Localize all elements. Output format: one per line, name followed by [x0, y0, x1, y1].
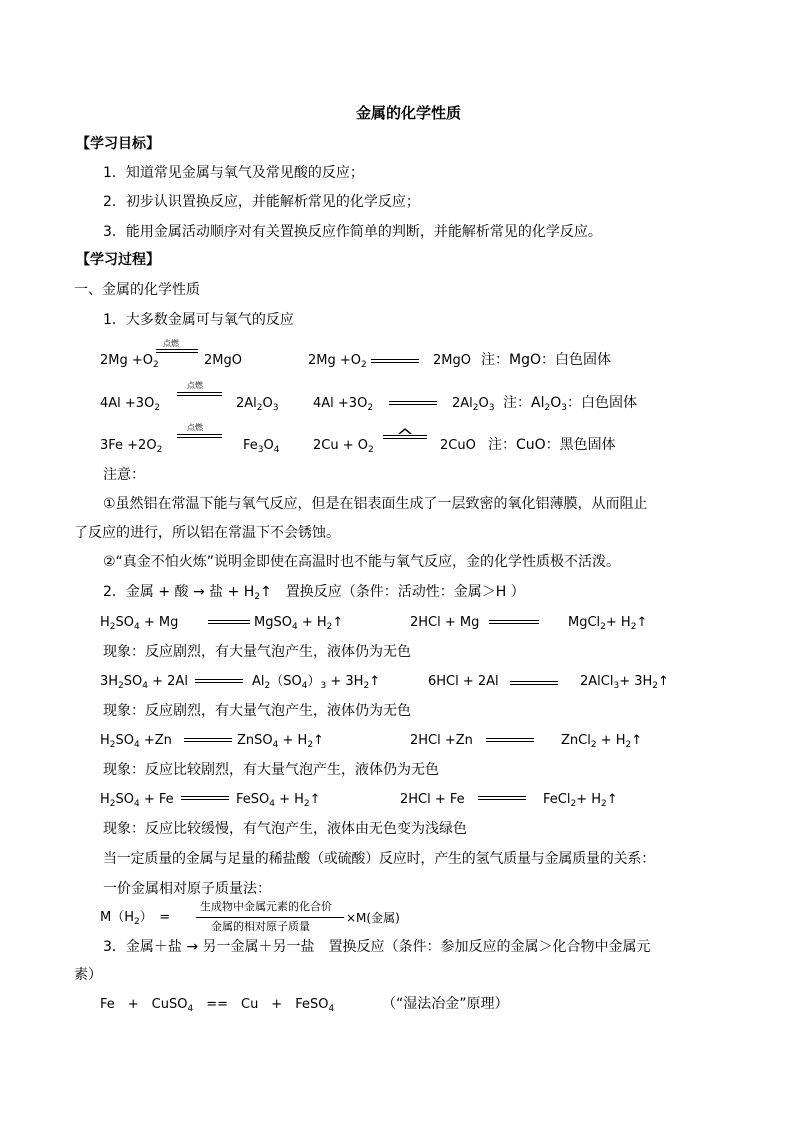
phenomenon-2: 现象：反应剧烈，有大量气泡产生，液体仍为无色: [103, 703, 411, 719]
relation-statement: 当一定质量的金属与足量的稀盐酸（或硫酸）反应时，产生的氢气质量与金属质量的关系：: [103, 851, 655, 867]
equation-product: $Al_2(SO_4)_3$ + $3H_2↑$: [252, 674, 381, 691]
equals-sign: [177, 392, 222, 396]
condition-ignite: 点燃: [187, 423, 203, 432]
equation-product: 2MgO: [433, 353, 471, 368]
equals-sign: [383, 435, 427, 439]
equals-sign: [389, 401, 437, 405]
equals-sign: [195, 679, 243, 683]
subsection-3-line-1: 3．金属＋盐 → 另一金属＋另一盐 置换反应（条件：参加反应的金属＞化合物中金属元: [103, 939, 651, 955]
equation-mg-room: $2Mg +O_2$: [308, 353, 367, 370]
equation-al-room: $4Al +3O_2$: [313, 396, 374, 413]
formula-denominator: 金属的相对原子质量: [211, 920, 310, 933]
equals-sign: [510, 681, 558, 685]
equals-sign: [478, 796, 526, 800]
note-2: ②“真金不怕火炼”说明金即使在高温时也不能与氧气反应，金的化学性质极不活泼。: [103, 554, 621, 570]
condition-ignite: 点燃: [187, 381, 203, 390]
equation-acid-al: $3H_2SO_4 + 2Al$: [100, 674, 188, 691]
monovalent-method: 一价金属相对原子质量法：: [103, 881, 271, 897]
equation-product: $2Al_2O_3$: [236, 396, 279, 413]
equation-fe-ignite: $3Fe +2O_2$: [100, 438, 163, 455]
subsection-2: 2．金属 + 酸 → 盐 + $H_2↑$ 置换反应（条件：活动性：金属＞H ）: [103, 584, 525, 602]
equation-product: ZnCl$_2$ + $H_2↑$: [561, 733, 643, 750]
fraction-line: [196, 917, 344, 918]
equation-mg-ignite: $2Mg +O_2$: [100, 353, 159, 370]
equation-note: 注：MgO：白色固体: [481, 352, 611, 368]
equals-sign: [184, 738, 232, 742]
goals-heading: 【学习目标】: [76, 136, 160, 152]
equation-product: FeCl$_2$+ $H_2↑$: [543, 792, 618, 809]
condition-ignite: 点燃: [163, 339, 179, 348]
salt-note: （“湿法冶金”原理）: [382, 996, 509, 1012]
equation-product: 2AlCl$_3$+ $3H_2↑$: [580, 674, 669, 691]
equation-note: 注：$Al_2O_3$：白色固体: [503, 395, 637, 413]
equation-product: $Fe_3O_4$: [243, 438, 280, 455]
heat-triangle-icon: [398, 428, 412, 434]
page-title: 金属的化学性质: [356, 104, 462, 122]
equation-al-ignite: $4Al +3O_2$: [100, 396, 161, 413]
process-heading: 【学习过程】: [76, 252, 160, 268]
phenomenon-3: 现象：反应比较剧烈，有大量气泡产生，液体仍为无色: [103, 762, 439, 778]
equals-sign: [489, 620, 539, 624]
attention-label: 注意：: [103, 467, 145, 483]
goal-item-3: 3．能用金属活动顺序对有关置换反应作简单的判断，并能解析常见的化学反应。: [103, 224, 602, 240]
formula-numerator: 生成物中金属元素的化合价: [200, 900, 332, 913]
equation-product: 2CuO: [440, 438, 476, 453]
subsection-3-line-2: 素）: [74, 967, 102, 983]
section-1-heading: 一、金属的化学性质: [74, 282, 200, 298]
goal-item-2: 2．初步认识置换反应，并能解析常见的化学反应；: [103, 194, 420, 210]
equation-product: MgCl$_2$+ $H_2↑$: [568, 615, 648, 632]
equals-sign: [177, 434, 222, 438]
formula-tail: ×M(金属): [346, 911, 400, 925]
equation-hcl-zn: 2HCl +Zn: [410, 733, 473, 748]
equation-product: 2MgO: [204, 353, 242, 368]
equation-product: $2Al_2O_3$: [452, 396, 495, 413]
equals-sign: [371, 359, 419, 363]
phenomenon-1: 现象：反应剧烈，有大量气泡产生，液体仍为无色: [103, 644, 411, 660]
phenomenon-4: 现象：反应比较缓慢，有气泡产生，液体由无色变为浅绿色: [103, 821, 467, 837]
equation-cu-heat: $2Cu + O_2$: [313, 438, 374, 455]
equation-product: MgSO$_4$ + $H_2↑$: [254, 615, 344, 632]
equation-note: 注：CuO：黑色固体: [488, 437, 616, 453]
equals-sign: [208, 620, 250, 624]
equation-acid-zn: $H_2SO_4 +Zn$: [100, 733, 172, 750]
goal-item-1: 1．知道常见金属与氧气及常见酸的反应；: [103, 165, 364, 181]
equation-hcl-al: 6HCl + 2Al: [428, 674, 499, 689]
equation-product: FeSO$_4$ + $H_2↑$: [236, 792, 321, 809]
formula-lhs: $M(H_2)$ =: [100, 910, 171, 927]
equation-hcl-mg: 2HCl + Mg: [410, 615, 480, 630]
equals-sign: [156, 349, 198, 353]
equals-sign: [486, 738, 534, 742]
equation-acid-mg: $H_2SO_4 + Mg$: [100, 615, 179, 632]
equation-product: ZnSO$_4$ + $H_2↑$: [237, 733, 324, 750]
subsection-1: 1．大多数金属可与氧气的反应: [103, 312, 294, 328]
note-1-line-1: ①虽然铝在常温下能与氧气反应，但是在铝表面生成了一层致密的氧化铝薄膜，从而阻止: [103, 496, 648, 512]
equation-hcl-fe: 2HCl + Fe: [400, 792, 465, 807]
equals-sign: [181, 796, 229, 800]
note-1-line-2: 了反应的进行，所以铝在常温下不会锈蚀。: [74, 525, 340, 541]
equation-salt: Fe + CuSO$_4$ == Cu + FeSO$_4$: [100, 997, 335, 1014]
equation-acid-fe: $H_2SO_4 + Fe$: [100, 792, 174, 809]
